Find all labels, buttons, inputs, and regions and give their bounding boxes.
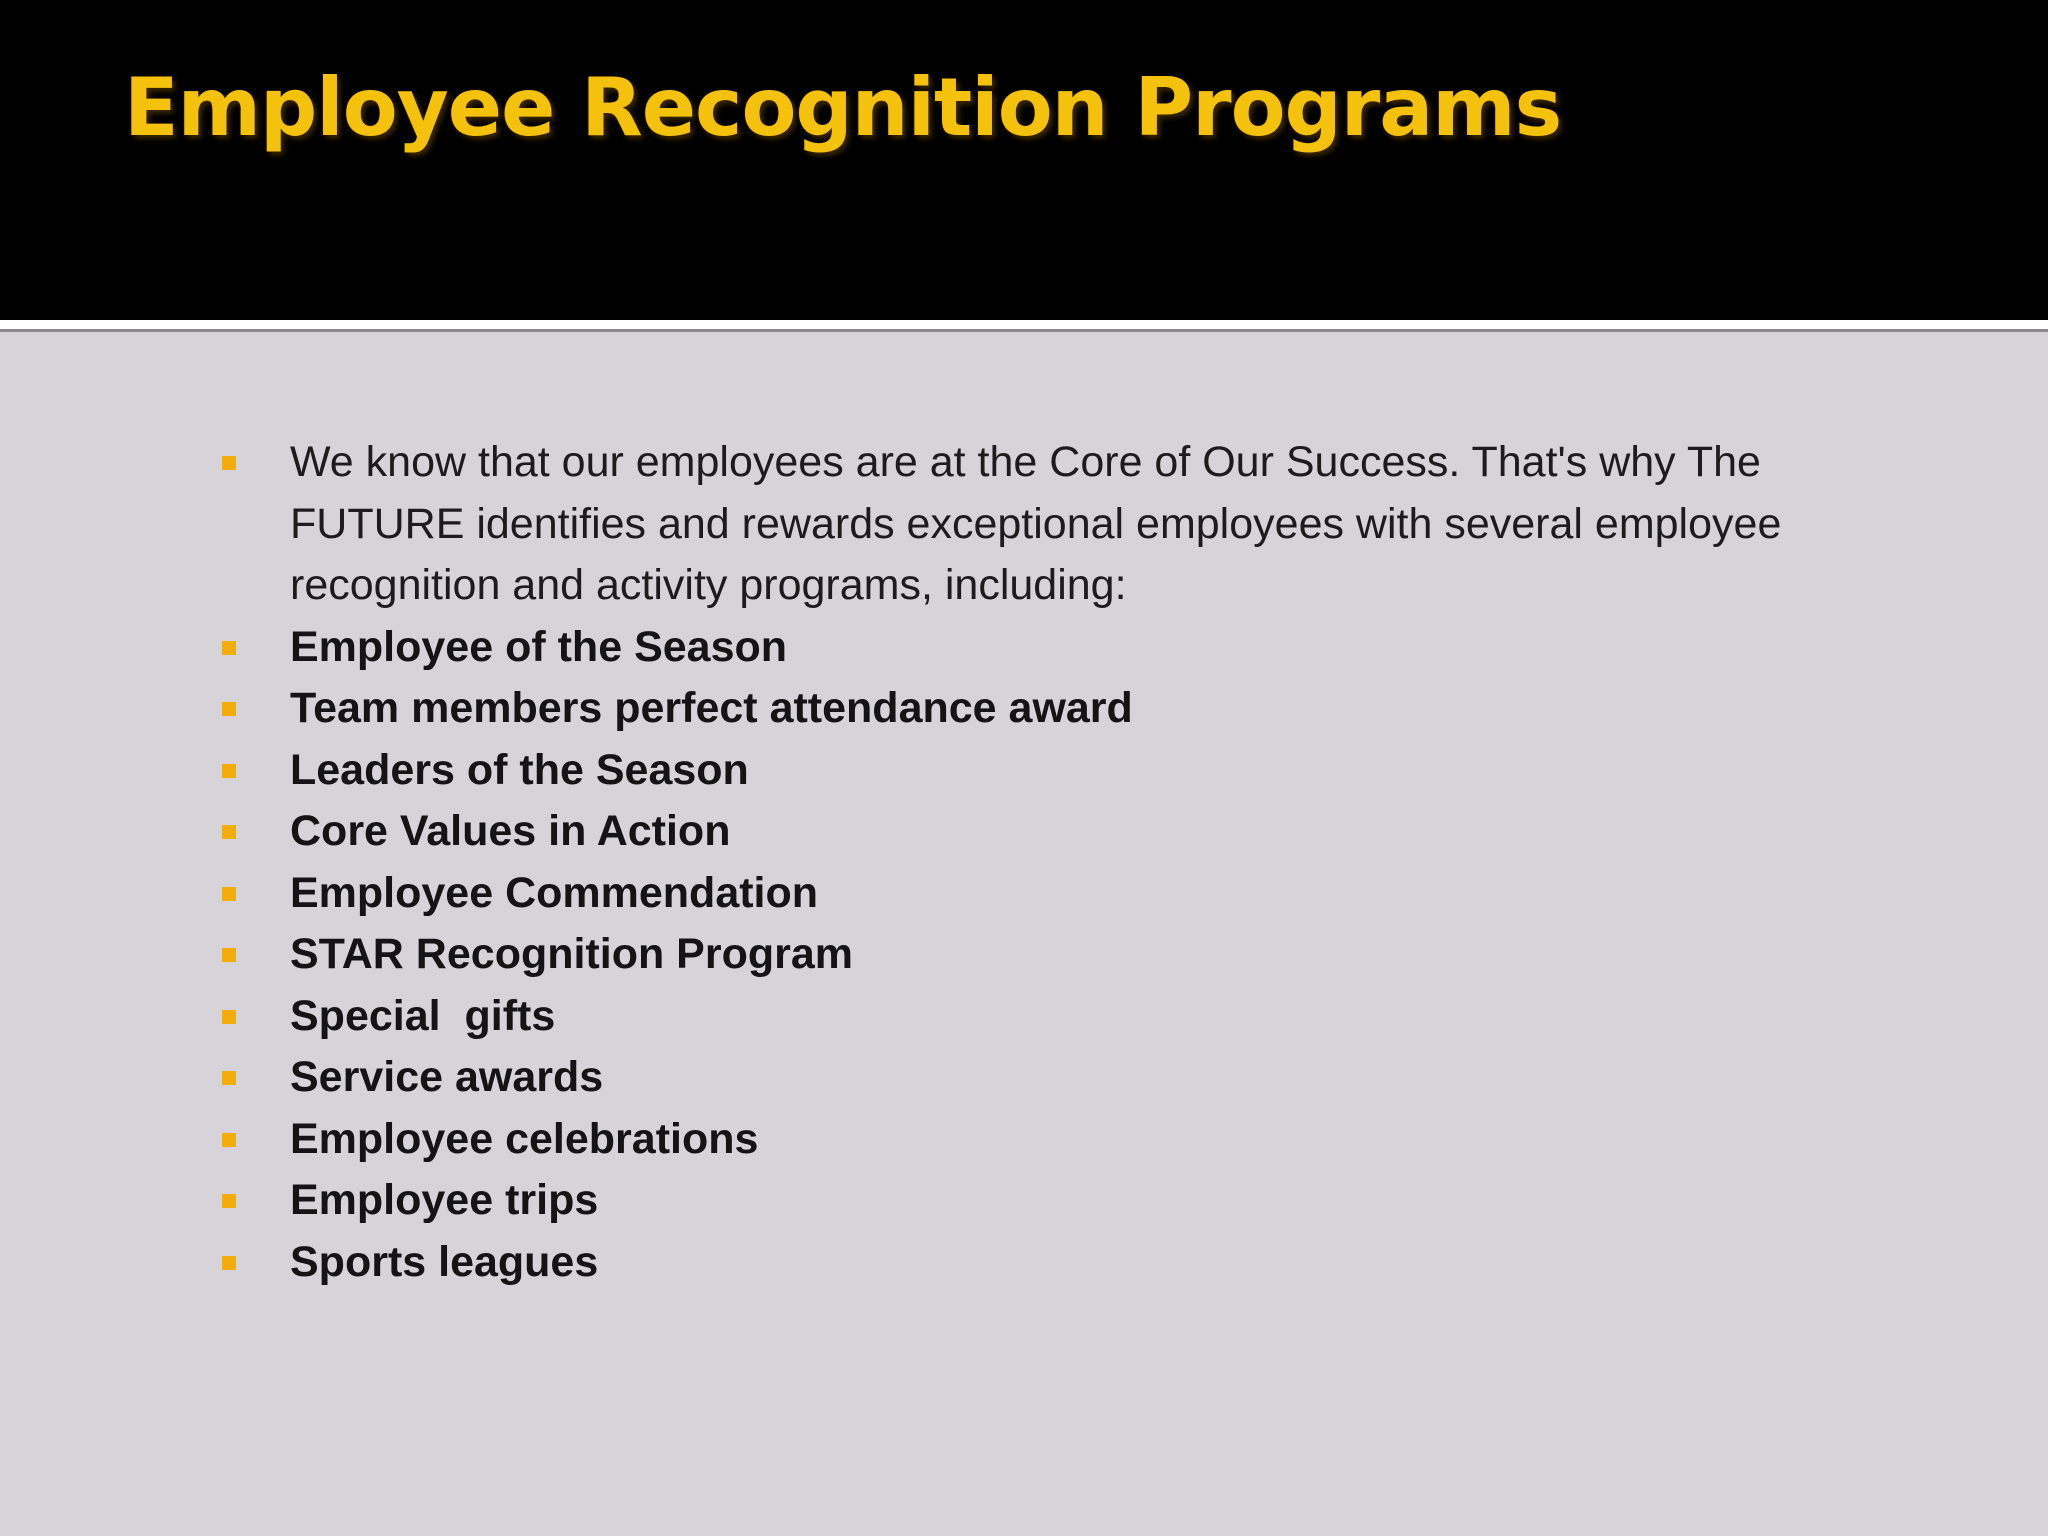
square-bullet-icon bbox=[222, 702, 236, 716]
program-label: Team members perfect attendance award bbox=[290, 684, 1133, 732]
square-bullet-icon bbox=[222, 1010, 236, 1024]
header-divider bbox=[0, 320, 2048, 332]
slide-title: Employee Recognition Programs bbox=[124, 61, 1562, 154]
square-bullet-icon bbox=[222, 1194, 236, 1208]
square-bullet-icon bbox=[222, 1071, 236, 1085]
program-label: Employee trips bbox=[290, 1176, 599, 1224]
program-label: STAR Recognition Program bbox=[290, 930, 854, 978]
square-bullet-icon bbox=[222, 948, 236, 962]
program-item bbox=[220, 1109, 1900, 1171]
program-label: Service awards bbox=[290, 1053, 604, 1101]
title-band bbox=[0, 0, 2048, 320]
program-label: Special gifts bbox=[290, 991, 556, 1040]
bullet-list bbox=[220, 432, 1900, 1293]
program-item bbox=[220, 740, 1900, 802]
program-item bbox=[220, 1232, 1900, 1294]
program-label: Sports leagues bbox=[290, 1237, 599, 1286]
program-label: Core Values in Action bbox=[290, 807, 731, 855]
square-bullet-icon bbox=[222, 825, 236, 839]
square-bullet-icon bbox=[222, 887, 236, 901]
square-bullet-icon bbox=[222, 764, 236, 778]
square-bullet-icon bbox=[222, 1133, 236, 1147]
square-bullet-icon bbox=[222, 641, 236, 655]
program-item bbox=[220, 986, 1900, 1048]
program-item bbox=[220, 678, 1900, 740]
program-item bbox=[220, 863, 1900, 925]
program-label: Leaders of the Season bbox=[290, 745, 749, 794]
program-label: Employee celebrations bbox=[290, 1114, 759, 1163]
intro-text: We know that our employees are at the Core of Our Success. That's why The FUTURE identifies and rewards exceptional employees with several employee recognition and activity programs, including: bbox=[290, 438, 1782, 609]
square-bullet-icon bbox=[222, 1256, 236, 1270]
intro-bullet bbox=[220, 432, 1900, 617]
program-item bbox=[220, 924, 1900, 986]
program-item bbox=[220, 1047, 1900, 1109]
program-item bbox=[220, 617, 1900, 679]
program-item bbox=[220, 1170, 1900, 1232]
square-bullet-icon bbox=[222, 456, 236, 470]
program-label: Employee Commendation bbox=[290, 868, 819, 917]
program-item bbox=[220, 801, 1900, 863]
program-label: Employee of the Season bbox=[290, 622, 788, 671]
